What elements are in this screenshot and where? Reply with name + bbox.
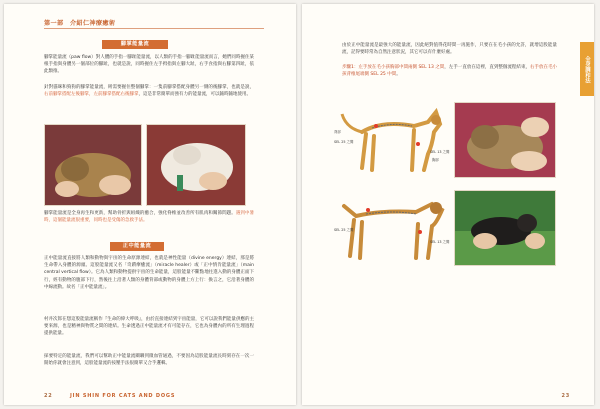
sel25-point	[374, 124, 378, 128]
dog-sel25-point	[366, 208, 370, 212]
photo-cat-paw-hold-1	[44, 124, 142, 206]
step-text-c: 。	[396, 72, 401, 78]
fig1-label-sel13: SEL 13 之間	[430, 150, 450, 154]
right-page	[302, 4, 594, 405]
paragraph-main-central-1: 正中能量流直接將人類和動物與宇宙的生命原源連結，也就是神性能量（divine energy）連結，那是將生命帶入身體的源頭。這股能量流又名「奇蹟療癒流」（miracle healer）或「正中情肯能量流」（main central vertical flow）。它為人類和動物提供宇宙的生命能量，這股能量不斷點地往進入動的身體正面下行，經有動物的腹部下行，然後往上沿著人類的身體背部或動物的身體上方上行：換言之，它沿著身體的中線流動。故名「正中能量流」。	[44, 256, 254, 290]
cat-skeleton-illustration	[332, 102, 452, 174]
dog-treatment-photo	[455, 191, 555, 265]
dog-skeleton-diagram	[332, 190, 452, 264]
footer-book-title: JIN SHIN FOR CATS AND DOGS	[70, 393, 176, 399]
para3-text: 腳掌能量流是全身再生和更新，幫助骨折與組織的癒合，強化脊椎並改善所有肌肉和關節問題。	[44, 211, 236, 216]
paragraph-paw-flow-intro: 腳掌能量流（paw flow）對人體的手指一腳趾能量流，以人類的手指一腳趾能量流而言，她們同時握住某根手指與身體另一個部位的腳趾，也就是說，同時握住左手拇指與左腳大趾，右手食指與右腳第四趾，依此類推。	[44, 55, 254, 75]
page-number-left: 22	[44, 393, 53, 399]
fig2-label-sel13: SEL 13 之間	[430, 240, 450, 244]
section-title-paw-flow: 腳掌能量流	[102, 40, 168, 49]
para2-text-a: 針對貓咪和狗狗的腳掌能量流，則需要握住整個腳掌：一隻前腳掌搭配身體另一側的後腳掌，也就是說，	[44, 85, 254, 90]
fig1-label-chest: 胸部	[432, 158, 439, 162]
dog-paw-photo-2	[147, 125, 245, 205]
step-highlight-2: 右手放在毛小孩背椎尾端側 SEL 25 中間	[342, 65, 558, 78]
step-text-b: ，左手一直放在這裡，直到整個流程結束，	[444, 65, 530, 70]
step-highlight-1: 左手放在毛小孩胸部中間兩側 SEL 13 之間	[358, 65, 445, 70]
photo-cat-treatment	[454, 102, 556, 178]
page-header: 第一部 介紹仁神療癒術	[44, 20, 116, 27]
header-rule	[44, 28, 264, 29]
paragraph-main-central-3: 採要特定的能量流，我們可以幫助正中能量流關聯到微血管通過，不要因為這股能量流長時刻存在一次一開始你就會注意到，這股能量流的按壓手法很簡單又合乎邏輯。	[44, 354, 254, 367]
page-number-right: 23	[561, 393, 570, 399]
paragraph-main-central-2: 村井次郎在想這股能量流稱作『生命的偉大呼吸』，由於直接連結到宇宙能量，它可以說我們能量供應的主要來源，也是精神與物質之間的連結。生命透過正中能量流才有可能存在，它也為身體內的所有生理過程提供能量。	[44, 317, 254, 337]
cat-skeleton-diagram	[332, 102, 452, 174]
fig1-label-back: 背部	[334, 130, 341, 134]
left-page	[4, 4, 296, 405]
photo-dog-treatment	[454, 190, 556, 266]
paragraph-step-1	[342, 64, 557, 78]
fig1-label-sel25: SEL 25 之間	[334, 140, 354, 144]
dog-sel13-point	[418, 230, 422, 234]
fig2-label-sel25: SEL 25 之間	[334, 228, 354, 232]
paragraph-paw-flow-benefits	[44, 210, 254, 224]
para2-highlight: 右前腳掌搭配左後腳掌，左前腳掌搭配右後腳掌	[44, 92, 139, 98]
para3-highlight: 遇到中暑時，這個能量流很重要，同時也是受傷的急救手法。	[44, 211, 254, 224]
chapter-side-tab: 全身調和法	[580, 42, 594, 96]
cat-treatment-photo	[455, 103, 555, 177]
paragraph-paw-flow-pets	[44, 84, 254, 98]
cat-paw-photo-1	[45, 125, 141, 205]
photo-dog-paw-hold-2	[146, 124, 246, 206]
paragraph-right-intro: 由於正中能量流是最強大的能量流，因此絕對值得花時間一再施作，只要在在毛小孩的允許，就增這股能量流，記得要時常為自然注意狀況，其它可以有什麼好處。	[342, 43, 557, 56]
section-title-main-central: 正中能量流	[110, 242, 164, 251]
dog-skeleton-illustration	[332, 190, 452, 264]
para2-text-b: ，這是非常簡單而強有力的能量流，可以隨時隨地使用。	[138, 92, 251, 98]
step-label: 步驟1：	[342, 65, 359, 70]
sel13-point	[416, 142, 420, 146]
